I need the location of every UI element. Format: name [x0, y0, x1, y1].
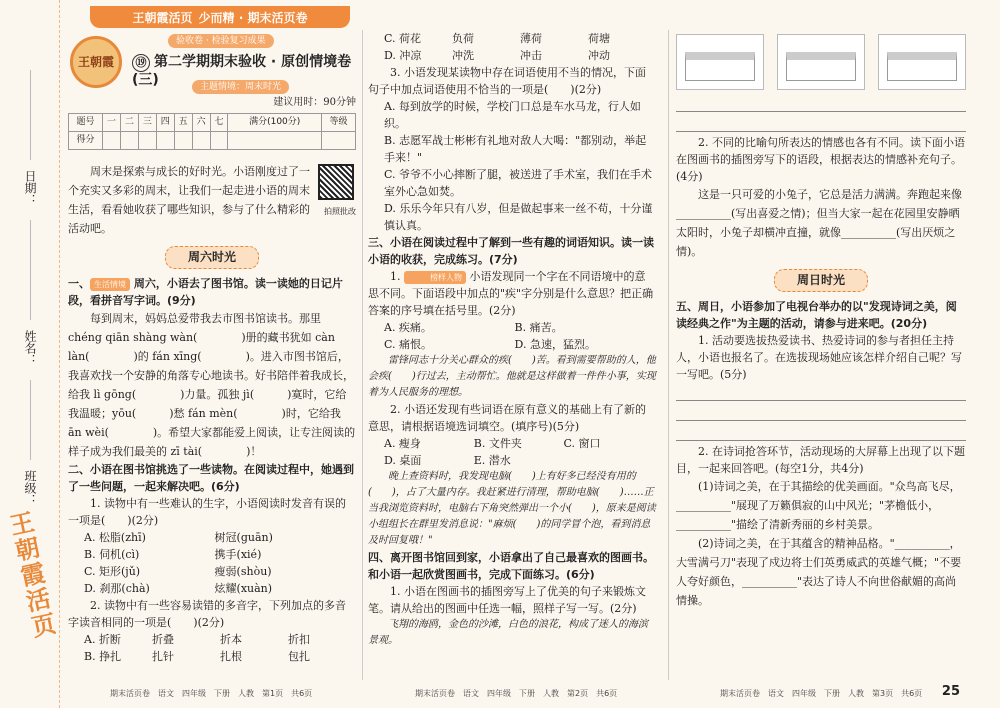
column-divider — [362, 30, 363, 680]
q2-1-options — [68, 529, 356, 597]
q2-3: 3. 小语发现某读物中存在词语使用不当的情况，下面句子中加点词语使用不恰当的一项是( )(2分) — [368, 66, 646, 96]
section-saturday-label: 周六时光 — [165, 246, 259, 269]
score-cell[interactable] — [174, 132, 192, 150]
score-cell[interactable] — [210, 132, 228, 150]
option[interactable]: 包扎 — [288, 650, 310, 663]
q3-1-text: 小语发现同一个字在不同语境中的意思不同。下面语段中加点的"疾"字分别是什么意思？把正确答案的序号填在括号里。(2分) — [368, 270, 654, 317]
page-number: 25 — [941, 684, 960, 699]
date-line — [30, 70, 31, 160]
option[interactable]: 薄荷 — [520, 32, 542, 45]
column-3 — [676, 30, 966, 610]
q5-2-b: (2)诗词之美，在于其蕴含的精神品格。"__________，大雪满弓刀"表现了戍边将士们英勇威武的英雄气概；"不要人夸好颜色，__________"表达了诗人不向世俗献媚的高尚情操。 — [676, 537, 962, 607]
section-sunday — [676, 269, 966, 292]
picture-city-icon — [676, 34, 764, 90]
q3-2-options — [368, 435, 656, 469]
score-row-score — [69, 132, 356, 150]
score-cell[interactable] — [103, 132, 121, 150]
question-3: 三、小语在阅读过程中了解到一些有趣的词语知识。读一读小语的收获，完成练习。(7分) — [368, 236, 654, 266]
cell: 一 — [103, 114, 121, 132]
brand-sub: 少而精 · 期末活页卷 — [198, 10, 308, 25]
q3-1-options — [368, 319, 656, 353]
q4-2: 2. 不同的比喻句所表达的情感也各有不同。读下面小语在图画书的插图旁写下的语段，根据表达的情感补充句子。(4分) — [676, 136, 965, 183]
option[interactable]: A. 折断 — [84, 633, 121, 646]
picture-building-icon — [777, 34, 865, 90]
paper-header — [68, 30, 356, 96]
option[interactable]: E. 潜水 — [473, 454, 511, 467]
option[interactable]: 扎针 — [152, 650, 174, 663]
option[interactable]: C. 痛恨。 — [384, 338, 433, 351]
paper-title-text: 第二学期期末验收 · 原创情境卷(三) — [132, 54, 352, 88]
column-2 — [368, 30, 656, 649]
class-label: 班级： — [23, 470, 37, 506]
answer-line[interactable] — [676, 94, 966, 112]
option[interactable]: B. 痛苦。 — [514, 321, 563, 334]
score-cell[interactable] — [228, 132, 321, 150]
option[interactable]: A. 每到放学的时候，学校门口总是车水马龙，行人如织。 — [384, 100, 641, 130]
q4-1-example: 飞翔的海鸥，金色的沙滩，白色的浪花，构成了迷人的海滨景观。 — [368, 619, 648, 646]
score-cell[interactable] — [321, 132, 355, 150]
footer-1: 期末活页卷 语文 四年级 下册 人教 第1页 共6页 — [110, 689, 313, 698]
pill-theme: 主题情境：周末时光 — [192, 80, 289, 94]
answer-line[interactable] — [676, 403, 966, 421]
suggested-time: 建议用时：90分钟 — [273, 97, 356, 108]
option[interactable]: 冲击 — [520, 49, 542, 62]
name-line — [30, 220, 31, 320]
question-5: 五、周日，小语参加了电视台举办的以"发现诗词之美，阅读经典之作"为主题的活动，请参与进来吧。(20分) — [676, 300, 957, 330]
option[interactable]: 折叠 — [152, 633, 174, 646]
option[interactable]: 瘦弱(shòu) — [214, 565, 272, 578]
option[interactable]: D. 冲凉 — [384, 49, 422, 62]
score-row-header — [69, 114, 356, 132]
cell: 等级 — [321, 114, 355, 132]
q3-1: 1. 榜样人物 小语发现同一个字在不同语境中的意思不同。下面语段中加点的"疾"字分别是什么意思？把正确答案的序号填在括号里。(2分) — [368, 270, 654, 317]
option[interactable]: B. 伺机(cì) — [84, 548, 140, 561]
option[interactable]: D. 急速，猛烈。 — [514, 338, 596, 351]
option[interactable]: 冲洗 — [452, 49, 474, 62]
q1-number: 一、 — [68, 277, 90, 290]
qr-code-icon[interactable] — [318, 164, 354, 200]
option[interactable]: 荷塘 — [588, 32, 610, 45]
option[interactable]: C. 爷爷不小心摔断了腿，被送进了手术室，我们在手术室外心急如焚。 — [384, 168, 653, 198]
q2-2: 2. 读物中有一些容易读错的多音字，下列加点的多音字读音相同的一项是( )(2分) — [68, 599, 346, 629]
option[interactable]: 折扣 — [288, 633, 310, 646]
binding-margin — [0, 0, 60, 708]
footer-2: 期末活页卷 语文 四年级 下册 人教 第2页 共6页 — [415, 689, 618, 698]
option[interactable]: 扎根 — [220, 650, 242, 663]
pill-top: 验收卷 · 检验复习成果 — [168, 34, 274, 48]
option[interactable]: 炫耀(xuàn) — [214, 582, 273, 595]
q5-1: 1. 活动要选拔热爱读书、热爱诗词的参与者担任主持人，小语也报名了。在选拔现场她应该怎样介绍自己呢？写一写吧。(5分) — [676, 334, 962, 381]
option[interactable]: B. 挣扎 — [84, 650, 122, 663]
publisher-logo: 王朝霞 — [70, 36, 122, 88]
question-2: 二、小语在图书馆挑选了一些读物。在阅读过程中，她遇到了一些问题，一起来解决吧。(6分) — [68, 463, 354, 493]
column-1 — [68, 30, 356, 665]
answer-line[interactable] — [676, 423, 966, 441]
option[interactable]: 冲动 — [588, 49, 610, 62]
cell: 满分(100分) — [228, 114, 321, 132]
question-1 — [68, 275, 356, 309]
name-label: 姓名： — [23, 330, 37, 366]
option[interactable]: 负荷 — [452, 32, 474, 45]
paper-number: ⑲ — [132, 54, 150, 72]
score-cell[interactable] — [156, 132, 174, 150]
column-divider — [668, 30, 669, 680]
option[interactable]: D. 刹那(chà) — [84, 582, 150, 595]
q4-2-passage: 这是一只可爱的小兔子，它总是活力满满。奔跑起来像__________(写出喜爱之情)；但当大家一起在花园里安静晒太阳时，小兔子却横冲直撞，就像__________(写出厌烦之情)。 — [676, 188, 962, 258]
score-cell[interactable] — [120, 132, 138, 150]
option[interactable]: D. 桌面 — [384, 454, 422, 467]
question-4: 四、离开图书馆回到家，小语拿出了自己最喜欢的图画书。和小语一起欣赏图画书，完成下面练习。(6分) — [368, 551, 654, 581]
picture-row — [676, 34, 966, 94]
picture-playground-icon — [878, 34, 966, 90]
q4-1: 1. 小语在图画书的插图旁写上了优美的句子来锻炼文笔。请从给出的图画中任选一幅，照样子写一写。(2分) — [368, 585, 646, 615]
cell: 七 — [210, 114, 228, 132]
option[interactable]: B. 志愿军战士彬彬有礼地对敌人大喝："都别动，举起手来！" — [384, 134, 647, 164]
section-saturday — [68, 246, 356, 269]
option[interactable]: C. 窗口 — [563, 437, 601, 450]
class-line — [30, 380, 31, 460]
option[interactable]: D. 乐乐今年只有八岁，但是做起事来一丝不苟，十分谨慎认真。 — [384, 202, 653, 232]
option[interactable]: A. 疾痛。 — [384, 321, 432, 334]
option[interactable]: B. 文件夹 — [473, 437, 522, 450]
q3-tag: 榜样人物 — [404, 271, 466, 284]
answer-line[interactable] — [676, 114, 966, 132]
q3-1-passage: 雷锋同志十分关心群众的疾( )苦。看到需要帮助的人，他会疾( )行过去，主动帮忙。他就是这样做着一件件小事，实现着为人民服务的理想。 — [368, 355, 656, 398]
option[interactable]: C. 矩形(jǔ) — [84, 565, 141, 578]
score-cell[interactable] — [138, 132, 156, 150]
q1-passage: 每到周末，妈妈总爱带我去市图书馆读书。那里 chéng qiān shàng wàn( )册的藏书犹如 càn làn( )的 fán xīng( )。进入市图书馆后，我喜欢找一个安静的角落专心地读书。好书陪伴着我成长，给我 lì gōng( )力量。孤独 jì( )寞时，它给我温暖；yōu( )愁 fán mèn( )时，它给我 ān wèi( )。希望大家都能爱上阅读，让专注阅读的样子成为我们最美的 zī tài( )！ — [68, 312, 356, 458]
brand-name: 王朝霞活页 — [132, 10, 193, 25]
date-label: 日期： — [23, 170, 37, 206]
option[interactable]: 携手(xié) — [214, 548, 262, 561]
intro-paragraph — [68, 162, 356, 238]
cell: 题号 — [69, 114, 103, 132]
score-cell[interactable] — [192, 132, 210, 150]
section-sunday-label: 周日时光 — [774, 269, 868, 292]
q3-2-passage: 晚上查资料时，我发现电脑( )上有好多已经没有用的( )，占了大量内存。我赶紧进行清理，帮助电脑( )……正当我浏览资料时，电脑右下角突然弹出一个小( )，原来是阅读小组组长在群里发消息说："麻烦( )的同学冒个泡，看到消息及时回复哦！" — [368, 471, 656, 546]
option[interactable]: A. 瘦身 — [384, 437, 421, 450]
option[interactable]: C. 荷花 — [384, 32, 422, 45]
cell: 五 — [174, 114, 192, 132]
q2-2-options-cont — [368, 30, 656, 64]
q2-3-options — [368, 98, 656, 234]
option[interactable]: 树冠(guān) — [214, 531, 273, 544]
brand-vertical-logo: 王朝霞活页 — [7, 506, 59, 643]
footer-3: 期末活页卷 语文 四年级 下册 人教 第3页 共6页 — [720, 689, 923, 698]
cell: 六 — [192, 114, 210, 132]
cell: 三 — [138, 114, 156, 132]
q1-tag: 生活情境 — [90, 278, 130, 291]
qr-caption: 拍照批改 — [324, 207, 356, 216]
q1-text: 周六，小语去了图书馆。读一读她的日记片段，看拼音写字词。(9分) — [68, 277, 343, 307]
q2-2-options — [68, 631, 356, 665]
q5-2-a: (1)诗词之美，在于其描绘的优美画面。"众鸟高飞尽，__________"展现了万籁俱寂的山中风光；"茅檐低小，__________"描绘了清新秀丽的乡村美景。 — [676, 480, 961, 531]
option[interactable]: 折本 — [220, 633, 242, 646]
q3-2: 2. 小语还发现有些词语在原有意义的基础上有了新的意思，请根据语境选词填空。(填序号)(5分) — [368, 403, 646, 433]
q5-2: 2. 在诗词抢答环节，活动现场的大屏幕上出现了以下题目，一起来回答吧。(每空1分，共4分) — [676, 445, 965, 475]
cell: 二 — [120, 114, 138, 132]
score-table — [68, 113, 356, 150]
q2-1: 1. 读物中有一些难认的生字，小语阅读时发音有误的一项是( )(2分) — [68, 497, 346, 527]
option[interactable]: A. 松脂(zhī) — [84, 531, 146, 544]
cell: 得分 — [69, 132, 103, 150]
brand-bar — [90, 6, 350, 28]
cell: 四 — [156, 114, 174, 132]
intro-text: 周末是探索与成长的好时光。小语刚度过了一个充实又多彩的周末，让我们一起走进小语的周末生活，看看她收获了哪些知识，参与了什么精彩的活动吧。 — [68, 165, 310, 235]
answer-line[interactable] — [676, 383, 966, 401]
